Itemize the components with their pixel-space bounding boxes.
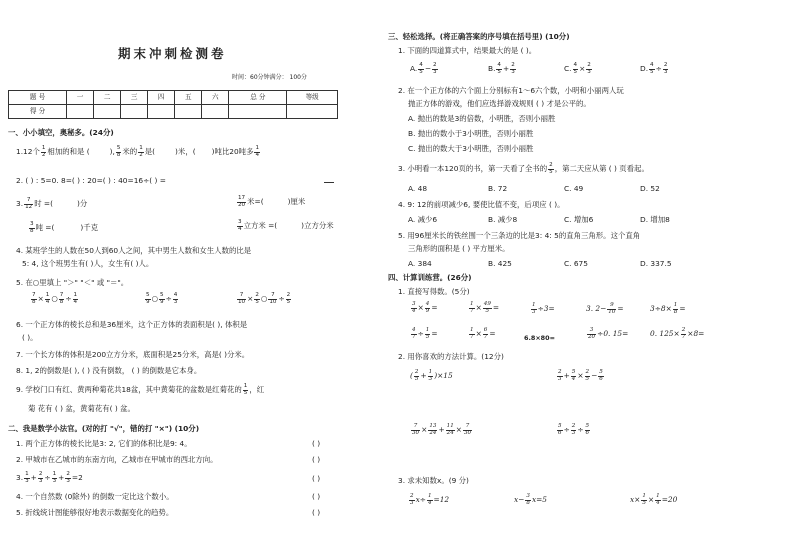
option-a[interactable]: A. 抛出的数是3的倍数，小明胜，否则小丽胜 (408, 114, 556, 123)
score-header: 四 (148, 91, 175, 105)
page-title: 期末冲刺检测卷 (118, 46, 227, 61)
question-1-4-line2: 5: 4, 这个班男生有( )人，女生有( )人。 (22, 259, 154, 268)
choice-question-2-line1: 2. 在一个正方体的六个面上分别标有1～6六个数，小明和小丽两人玩 (398, 86, 624, 95)
equation: x− $\frac{3}{8}$ x=5 (514, 493, 548, 506)
choice-question-5-line2: 三角形的面积是 ( ) 平方厘米。 (408, 244, 510, 253)
calc-part-3-title: 3. 求未知数x。(9 分) (398, 476, 469, 485)
calc-part-1-title: 1. 直接写得数。(5分) (398, 287, 470, 296)
compare-item-2: $\frac{5}{9}$ ○ $\frac{5}{9}$ ÷ $\frac{4}{3}$ (146, 292, 178, 305)
calc-item: 3÷8× $\frac{1}{8}$ = (650, 302, 686, 315)
equation: $\frac{2}{3}$ x÷ $\frac{1}{4}$ =12 (410, 493, 450, 506)
calc-expression: $\frac{7}{30}$ × $\frac{13}{24}$ + $\frac{11}{24}$ × $\frac{7}{30}$ (412, 423, 472, 436)
score-header: 五 (175, 91, 202, 105)
judge-item-3: 3. $\frac{1}{3}$ + $\frac{2}{3}$ ÷ $\frac{1}{3}$ + $\frac{2}{3}$ =2 (16, 471, 83, 484)
section-4-title: 四、计算训练营。(26分) (388, 273, 472, 282)
judge-answer[interactable]: ( ) (312, 455, 321, 464)
option-a[interactable]: A. $\frac{4}{5}$ − $\frac{2}{3}$ (410, 62, 437, 75)
question-1-3-line2: $\frac{3}{8}$ 吨 =( )千克 (30, 221, 99, 234)
choice-question-5-line1: 5. 用96厘米长的铁丝围一个三条边的比是3: 4: 5的直角三角形。这个直角 (398, 231, 641, 240)
score-header: 六 (202, 91, 229, 105)
option-b[interactable]: B. 抛出的数小于3小明胜，否则小丽胜 (408, 129, 534, 138)
score-cell[interactable] (121, 105, 148, 119)
section-2-title: 二、我是数学小法官。(对的打 "√"，错的打 "×") (10分) (8, 424, 200, 433)
judge-answer[interactable]: ( ) (312, 474, 321, 483)
score-table-score-row (9, 105, 338, 119)
fraction: $\frac{7}{12}$ (25, 197, 33, 210)
choice-question-2-line2: 抛正方体的游戏，他们应选择游戏规则 ( ) 才是公平的。 (408, 99, 591, 108)
calc-item: 0. 125× $\frac{2}{7}$ ×8= (650, 327, 705, 340)
fraction: $\frac{1}{4}$ (255, 145, 260, 158)
compare-circle[interactable]: ○ (260, 294, 268, 304)
score-cell[interactable] (94, 105, 121, 119)
compare-circle[interactable]: ○ (151, 294, 159, 304)
score-cell[interactable] (202, 105, 229, 119)
calc-expression: $\frac{5}{6}$ ÷ $\frac{2}{3}$ ÷ $\frac{5}{6}$ (558, 423, 590, 436)
question-1-3-line1: 3. $\frac{7}{12}$ 时 =( )分 (16, 197, 88, 210)
score-table (8, 90, 338, 119)
score-header: 二 (94, 91, 121, 105)
judge-answer[interactable]: ( ) (312, 508, 321, 517)
calc-item: $\frac{1}{7}$ × $\frac{49}{5}$ = (470, 301, 500, 314)
option-c[interactable]: C. 抛出的数大于3小明胜，否则小丽胜 (408, 144, 534, 153)
question-1-9-line2: 菊 花有 ( ) 盆，黄菊花有( ) 盆。 (28, 404, 135, 413)
option-a[interactable]: A. 48 (408, 184, 428, 193)
score-header: 总 分 (229, 91, 287, 105)
compare-item-1: $\frac{7}{8}$ × $\frac{1}{4}$ ○ $\frac{7}{8}$ ÷ $\frac{1}{4}$ (32, 292, 78, 305)
score-cell[interactable] (229, 105, 287, 119)
score-cell[interactable] (175, 105, 202, 119)
compare-item-3: $\frac{7}{10}$ × $\frac{2}{5}$ ○ $\frac{7}{10}$ ÷ $\frac{2}{5}$ (238, 292, 291, 305)
option-c[interactable]: C. $\frac{4}{5}$ × $\frac{2}{3}$ (564, 62, 591, 75)
option-b[interactable]: B. 72 (488, 184, 508, 193)
answer-blank[interactable] (324, 182, 334, 183)
section-3-title: 三、轻松选择。(将正确答案的序号填在括号里) (10分) (388, 32, 570, 41)
judge-answer[interactable]: ( ) (312, 439, 321, 448)
calc-item: $\frac{3}{4}$ × $\frac{4}{9}$ = (412, 301, 438, 314)
score-table-header-row (9, 91, 338, 105)
calc-item: $\frac{1}{3}$ ÷3= (532, 302, 555, 315)
question-1-2: 2. ( ) : 5=0. 8=( ) : 20=( ) : 40=16÷( ) = (16, 176, 166, 185)
time-info: 时间：60分钟满分： 100分 (232, 74, 307, 81)
calc-item: 3. 2− $\frac{9}{10}$ = (586, 302, 624, 315)
calc-part-2-title: 2. 用你喜欢的方法计算。(12分) (398, 352, 504, 361)
question-1-1: 1.12个 $\frac{1}{2}$ 相加的和是 ( ), $\frac{5}{8}$ 米的 $\frac{1}{2}$ 是( )米，( )吨比20吨多 $\frac{1}{4}$ (16, 145, 260, 158)
option-a[interactable]: A. 384 (408, 259, 432, 268)
score-row-label: 得 分 (9, 105, 67, 119)
score-cell[interactable] (148, 105, 175, 119)
question-1-5: 5. 在○里填上 "＞" "＜" 或 "＝"。 (16, 278, 129, 287)
question-1-6-line2: ( )。 (22, 333, 38, 342)
question-1-3-part4: $\frac{3}{4}$ 立方米 =( )立方分米 (238, 219, 334, 232)
equation: x× $\frac{1}{5}$ × $\frac{1}{4}$ =20 (630, 493, 678, 506)
question-1-8: 8. 1, 2的倒数是( ), ( ) 没有倒数， ( ) 的倒数是它本身。 (16, 366, 202, 375)
option-d[interactable]: D. 337.5 (640, 259, 672, 268)
choice-question-4: 4. 9: 12的前项减少6, 要使比值不变，后项应 ( )。 (398, 200, 565, 209)
choice-question-1: 1. 下面的四道算式中，结果最大的是 ( )。 (398, 46, 537, 55)
option-b[interactable]: B. 425 (488, 259, 512, 268)
calc-expression: $\frac{2}{3}$ + $\frac{5}{4}$ × $\frac{2}{5}$ − $\frac{5}{6}$ (558, 369, 603, 382)
judge-item-4: 4. 一个自然数 (0除外) 的倒数一定比这个数小。 (16, 492, 174, 501)
fraction: $\frac{5}{8}$ (116, 145, 121, 158)
calc-item: $\frac{3}{20}$ ÷0. 15= (588, 327, 629, 340)
section-1-title: 一、小小填空，奥秘多。(24分) (8, 128, 114, 137)
question-1-6-line1: 6. 一个正方体的棱长总和是36厘米，这个正方体的表面积是( ), 体积是 (16, 320, 248, 329)
option-d[interactable]: D. $\frac{4}{5}$ ÷ $\frac{2}{3}$ (640, 62, 668, 75)
question-1-3-part2: $\frac{17}{20}$ 米=( )厘米 (238, 195, 306, 208)
calc-item: 6.8×80= (524, 334, 555, 342)
option-c[interactable]: C. 增加6 (564, 215, 594, 224)
judge-answer[interactable]: ( ) (312, 492, 321, 501)
compare-circle[interactable]: ○ (51, 294, 58, 304)
calc-item: $\frac{4}{7}$ ÷ $\frac{1}{5}$ = (412, 327, 438, 340)
score-header: 一 (67, 91, 94, 105)
option-c[interactable]: C. 675 (564, 259, 588, 268)
fraction: $\frac{1}{2}$ (41, 145, 46, 158)
option-a[interactable]: A. 减少6 (408, 215, 438, 224)
fraction: $\frac{1}{2}$ (139, 145, 143, 158)
judge-item-2: 2. 甲城市在乙城市的东南方向，乙城市在甲城市的西北方向。 (16, 455, 218, 464)
fraction: $\frac{3}{4}$ (238, 219, 242, 232)
question-1-7: 7. 一个长方体的体积是200立方分米，底面积是25分米，高是( )分米。 (16, 350, 250, 359)
calc-expression: ( $\frac{2}{5}$ + $\frac{1}{3}$ )×15 (410, 369, 453, 382)
fraction: $\frac{17}{20}$ (238, 195, 246, 208)
judge-item-5: 5. 折线统计图能够很好地表示数据变化的趋势。 (16, 508, 174, 517)
option-d[interactable]: D. 52 (640, 184, 660, 193)
judge-item-1: 1. 两个正方体的棱长比是3: 2, 它们的体积比是9: 4。 (16, 439, 192, 448)
score-header: 等级 (287, 91, 338, 105)
option-b[interactable]: B. 减少8 (488, 215, 518, 224)
score-header: 三 (121, 91, 148, 105)
choice-question-3: 3. 小明看一本120页的书，第一天看了全书的 $\frac{2}{5}$ ，第二天应从第 ( ) 页看起。 (398, 162, 649, 175)
score-header: 题 号 (9, 91, 67, 105)
question-1-9-line1: 9. 学校门口有红、黄两种菊花共18盆，其中黄菊花的盆数是红菊花的 $\frac{1}{5}$ ，红 (16, 383, 265, 396)
calc-item: $\frac{1}{7}$ × $\frac{6}{7}$ = (470, 327, 496, 340)
score-cell[interactable] (287, 105, 338, 119)
option-d[interactable]: D. 增加8 (640, 215, 670, 224)
option-b[interactable]: B. $\frac{4}{5}$ + $\frac{2}{3}$ (488, 62, 515, 75)
fraction: $\frac{1}{5}$ (243, 383, 248, 396)
option-c[interactable]: C. 49 (564, 184, 584, 193)
fraction: $\frac{3}{8}$ (30, 221, 34, 234)
question-1-4-line1: 4. 某班学生的人数在50人到60人之间，其中男生人数和女生人数的比是 (16, 246, 252, 255)
score-cell[interactable] (67, 105, 94, 119)
